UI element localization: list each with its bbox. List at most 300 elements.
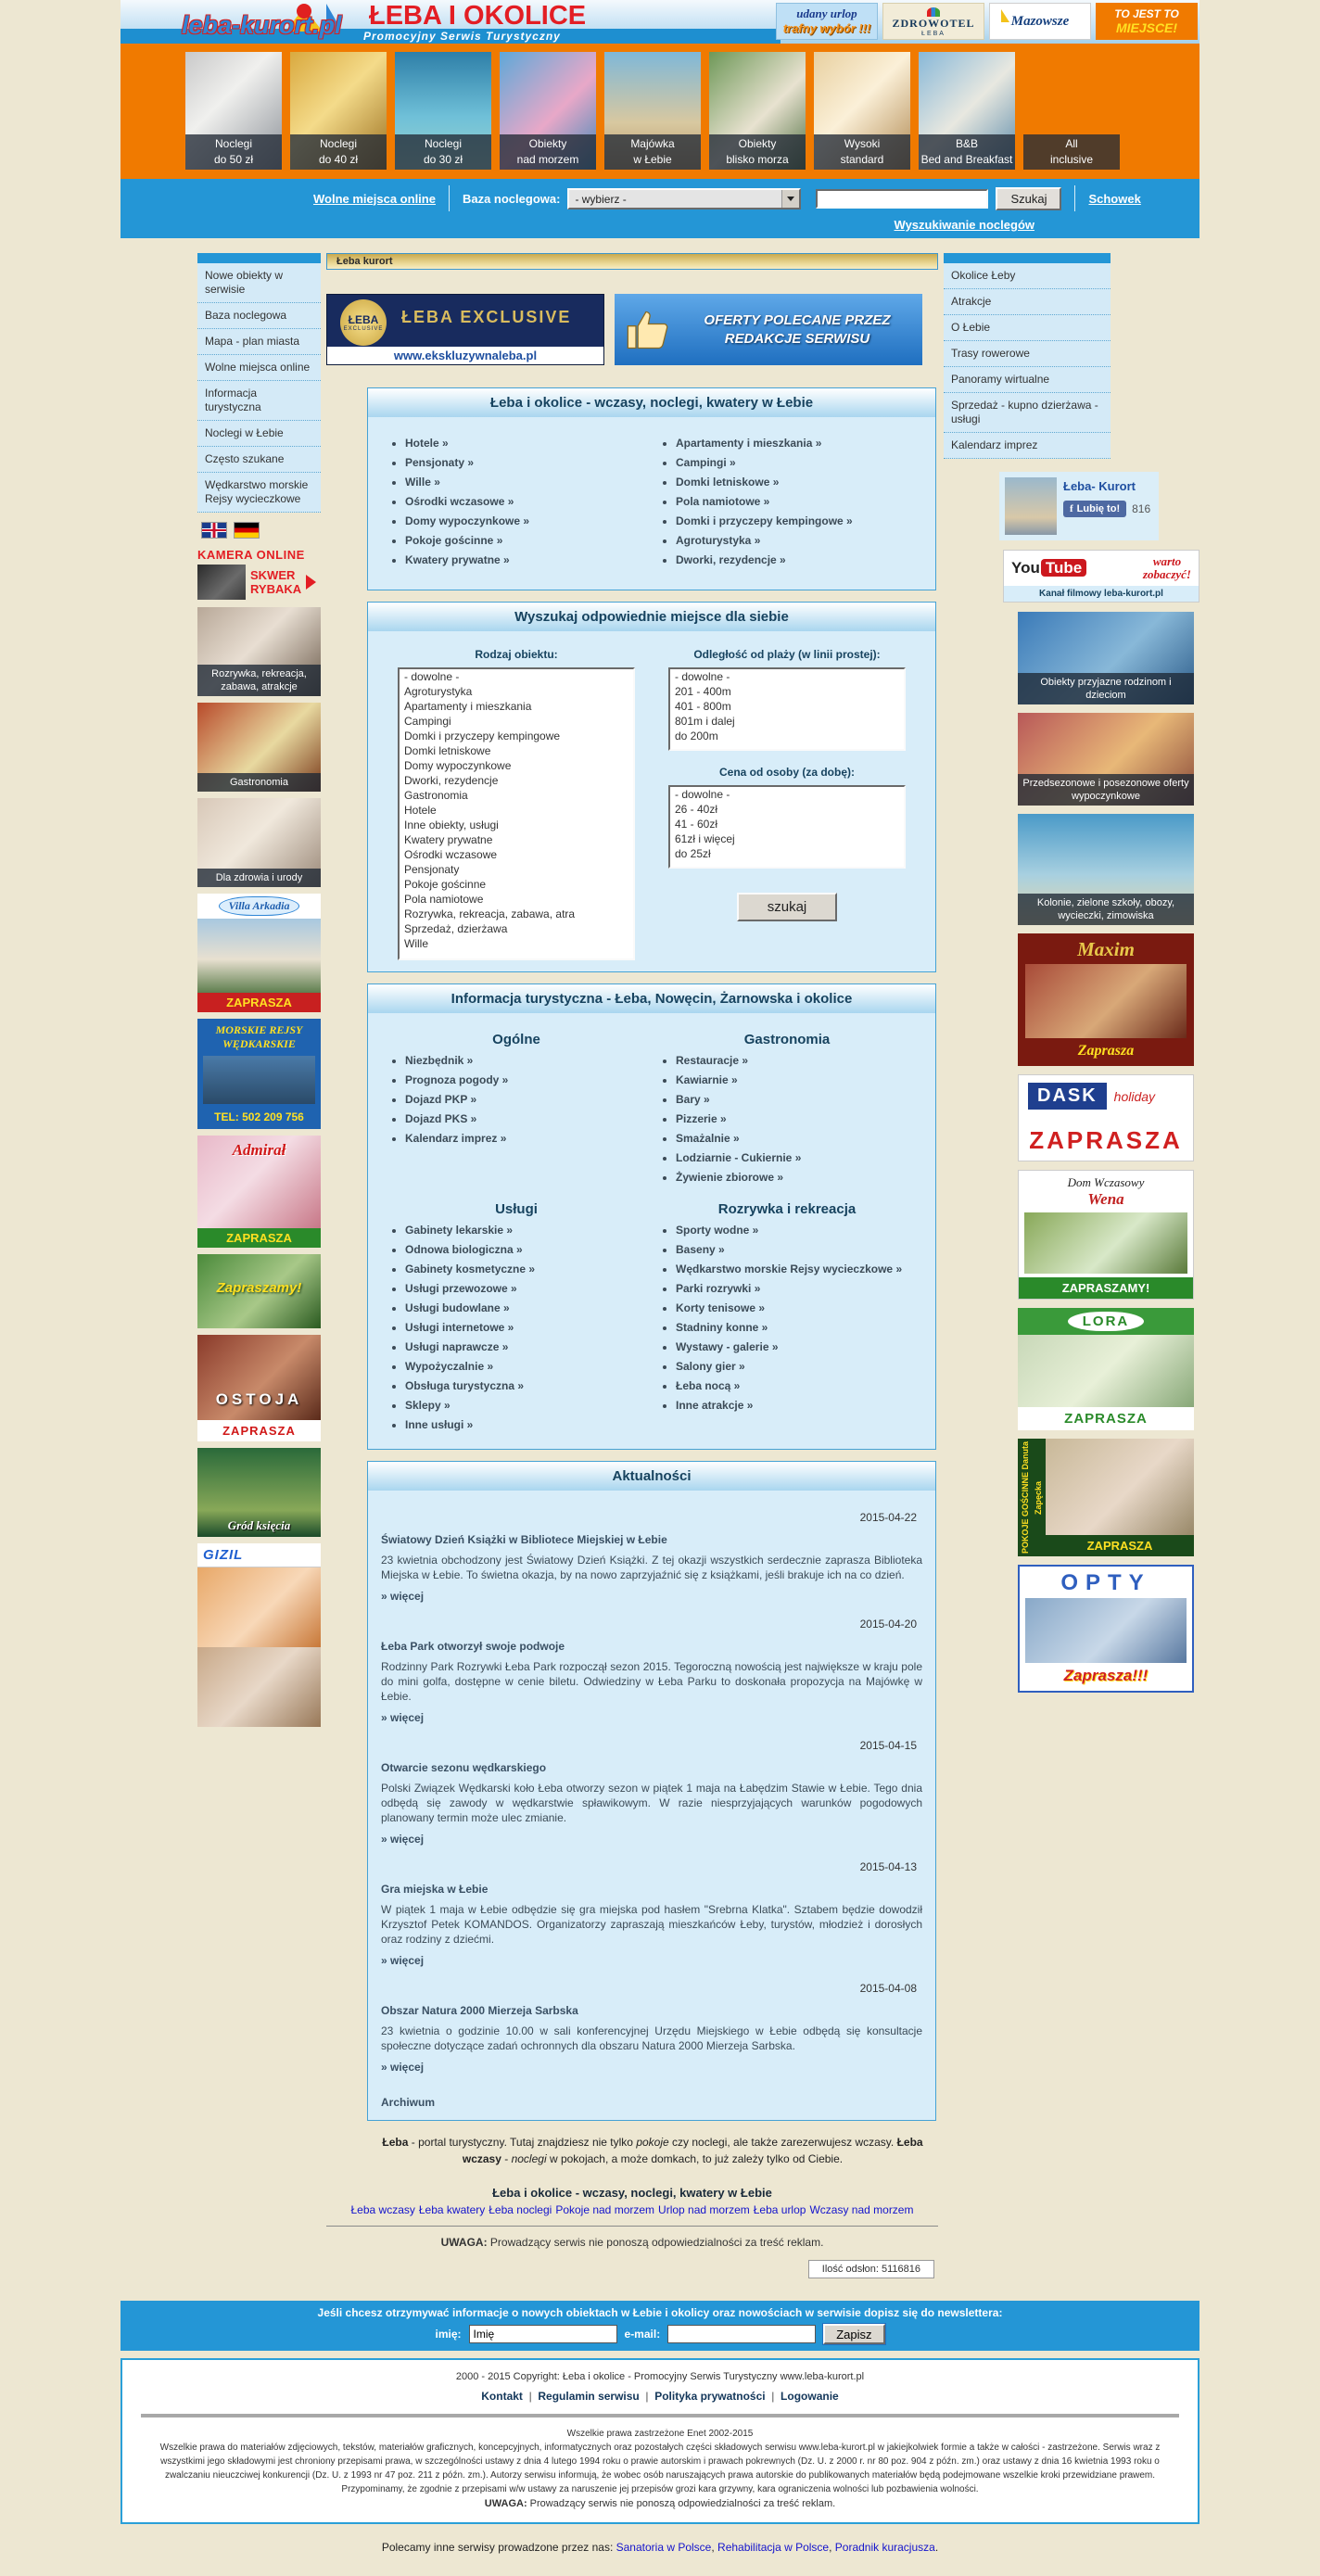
header-banners	[776, 3, 1198, 40]
ad-pokoje-goscinne[interactable]	[1018, 1439, 1194, 1556]
list-item	[405, 1321, 652, 1334]
ad-opty[interactable]	[1018, 1565, 1194, 1693]
accommodation-select[interactable]	[567, 188, 801, 209]
box-title: Aktualności	[368, 1462, 935, 1491]
left-menu-item[interactable]: Baza noclegowa	[197, 303, 321, 329]
listbox-option[interactable]: Sprzedaż, dzierżawa	[404, 922, 508, 935]
list-item	[405, 1282, 652, 1295]
info-link[interactable]: Obsługa turystyczna »	[405, 1379, 525, 1392]
email-field[interactable]	[667, 2325, 816, 2343]
ad-cta: Zaprasza	[1077, 1043, 1135, 1059]
list-item	[405, 1360, 652, 1373]
tile-label-line1: Noclegi	[214, 137, 253, 150]
info-link[interactable]: Salony gier »	[676, 1360, 745, 1373]
tile-label	[185, 134, 282, 170]
listbox-option[interactable]: Agroturystyka	[404, 685, 473, 698]
news-title[interactable]: Otwarcie sezonu wędkarskiego	[381, 1761, 547, 1774]
right-menu-item[interactable]: Trasy rowerowe	[944, 341, 1111, 367]
seo-link[interactable]: Łeba kwatery	[418, 2203, 486, 2216]
content-column	[326, 253, 938, 2278]
ad-villa-arkadia[interactable]	[197, 894, 321, 1012]
list-item	[405, 1263, 652, 1275]
youtube-cta: warto	[1152, 554, 1182, 568]
ad-zdrowie-uroda[interactable]	[197, 798, 321, 887]
clipboard-link[interactable]: Schowek	[1088, 191, 1141, 206]
left-menu-item[interactable]: Informacja turystyczna	[197, 381, 321, 421]
ad-text: OFERTY POLECANE PRZEZ	[704, 311, 891, 328]
right-menu-item[interactable]: Okolice Łeby	[944, 263, 1111, 289]
menu-header-bar	[944, 253, 1111, 263]
tile-label	[290, 134, 387, 170]
listbox-option[interactable]: do 25zł	[675, 847, 711, 860]
category-link[interactable]: Domki i przyczepy kempingowe »	[676, 514, 853, 527]
ad-obiekty-rodzinne[interactable]	[1018, 612, 1194, 704]
divider	[1074, 185, 1075, 211]
ad-banner-to-jest-to[interactable]	[1096, 3, 1198, 40]
webcam-widget[interactable]	[197, 544, 321, 607]
news-item	[381, 1511, 922, 1605]
tile-label-line1: Obiekty	[738, 137, 777, 150]
listbox-option[interactable]: Kwatery prywatne	[404, 833, 493, 846]
listbox-option[interactable]: 201 - 400m	[675, 685, 731, 698]
category-link[interactable]: Hotele »	[405, 437, 449, 450]
left-menu-item[interactable]: Wędkarstwo morskie Rejsy wycieczkowe	[197, 473, 321, 513]
listbox-option[interactable]: - dowolne -	[675, 788, 730, 801]
right-menu-item[interactable]: O Łebie	[944, 315, 1111, 341]
ad-banner-leba-exclusive[interactable]	[326, 294, 604, 365]
left-menu-item[interactable]: Noclegi w Łebie	[197, 421, 321, 447]
seo-text: pokoje	[636, 2136, 669, 2149]
ad-cta: ZAPRASZA	[197, 1228, 321, 1248]
distance-label: Odległość od plaży (w linii prostej):	[693, 648, 881, 661]
ad-text: TO JEST TO	[1114, 7, 1179, 20]
right-menu-item[interactable]: Panoramy wirtualne	[944, 367, 1111, 393]
free-places-link[interactable]: Wolne miejsca online	[313, 191, 436, 206]
info-link[interactable]: Parki rozrywki »	[676, 1282, 761, 1295]
tile-label-line1: Wysoki	[844, 137, 881, 150]
list-item	[405, 1224, 652, 1237]
category-link[interactable]: Pokoje gościnne »	[405, 534, 503, 547]
news-more-link[interactable]: » więcej	[381, 1833, 425, 1846]
right-menu-item[interactable]: Sprzedaż - kupno dzierżawa - usługi	[944, 393, 1111, 433]
category-link[interactable]: Wille »	[405, 476, 440, 489]
footer	[121, 2358, 1199, 2524]
seo-link[interactable]: Wczasy nad morzem	[809, 2203, 914, 2216]
info-link[interactable]: Bary »	[676, 1093, 710, 1106]
nav-tile[interactable]	[814, 52, 910, 170]
youtube-logo-icon	[1011, 559, 1086, 577]
news-more-link[interactable]: » więcej	[381, 1590, 425, 1603]
name-field[interactable]	[469, 2325, 617, 2343]
info-link[interactable]: Sklepy »	[405, 1399, 451, 1412]
ad-cta: Zaprasza!!!	[1063, 1667, 1149, 1684]
listbox-option[interactable]: Pensjonaty	[404, 863, 460, 876]
ad-text: ŁEBA	[921, 31, 946, 37]
ad-gizil[interactable]	[197, 1543, 321, 1727]
footer-link[interactable]: Polityka prywatności |	[654, 2390, 781, 2403]
info-link[interactable]: Usługi przewozowe »	[405, 1282, 517, 1295]
ad-cta: ZAPRASZAMY!	[1019, 1277, 1193, 1299]
ad-logo-text: Wena	[1087, 1190, 1124, 1208]
ad-cta: ZAPRASZA	[197, 1420, 321, 1441]
news-title[interactable]: Obszar Natura 2000 Mierzeja Sarbska	[381, 2004, 578, 2017]
tile-label-line1: B&B	[955, 137, 978, 150]
ad-photo	[1025, 1598, 1187, 1663]
listbox-option[interactable]: Gastronomia	[404, 789, 468, 802]
listbox-option[interactable]: 41 - 60zł	[675, 818, 718, 831]
ad-text: holiday	[1113, 1089, 1156, 1104]
ad-text: ŁEBA	[348, 313, 379, 326]
news-body: 23 kwietnia o godzinie 10.00 w sali konferencyjnej Urzędu Miejskiego w Łebie odbędą się konsultacje społeczne dotyczące zadań ochronnych dla obszaru Natura 2000 Mierzeja Sarbska.	[381, 2024, 922, 2052]
ad-admiral[interactable]	[197, 1136, 321, 1248]
listbox-option[interactable]: Pokoje gościnne	[404, 878, 487, 891]
list-item	[676, 1073, 922, 1086]
footer-link[interactable]: Logowanie	[781, 2390, 839, 2403]
listbox-option[interactable]: 401 - 800m	[675, 700, 731, 713]
listbox-option[interactable]: do 200m	[675, 730, 718, 742]
footer-link[interactable]: Regulamin serwisu |	[538, 2390, 654, 2403]
ad-text: WĘDKARSKIE	[222, 1037, 296, 1050]
category-list-left	[381, 430, 652, 573]
list-item	[676, 456, 922, 469]
info-link[interactable]: Inne usługi »	[405, 1418, 474, 1431]
seo-link[interactable]: Łeba wczasy	[350, 2203, 415, 2216]
info-link[interactable]: Korty tenisowe »	[676, 1301, 766, 1314]
info-link[interactable]: Wypożyczalnie »	[405, 1360, 494, 1373]
footer-disclaimer	[141, 2498, 1179, 2509]
ad-logo-text: Villa Arkadia	[219, 896, 300, 916]
ad-gastronomia[interactable]	[197, 703, 321, 792]
nav-tile[interactable]	[185, 52, 282, 170]
tile-label	[604, 134, 701, 170]
search-input[interactable]	[816, 189, 988, 209]
listbox-option[interactable]: Inne obiekty, usługi	[404, 818, 499, 831]
seo-link[interactable]: Pokoje nad morzem	[555, 2203, 655, 2216]
ad-text: MORSKIE REJSY	[215, 1023, 303, 1036]
tile-label-line2: nad morzem	[516, 153, 579, 166]
tile-label-line2: standard	[840, 153, 884, 166]
listbox-option[interactable]: - dowolne -	[404, 670, 460, 683]
finder-box	[367, 602, 936, 972]
email-label: e-mail:	[624, 2328, 661, 2341]
ad-oferty-wypoczynkowe[interactable]	[1018, 713, 1194, 806]
seo-link[interactable]: Łeba noclegi	[489, 2203, 552, 2216]
category-link[interactable]: Pola namiotowe »	[676, 495, 770, 508]
info-link[interactable]: Kawiarnie »	[676, 1073, 738, 1086]
ad-morskie-rejsy[interactable]	[197, 1019, 321, 1129]
price-label: Cena od osoby (za dobę):	[718, 766, 855, 779]
info-link[interactable]: Restauracje »	[676, 1054, 749, 1067]
ad-banner-zdrowotel[interactable]	[882, 3, 984, 40]
news-body: 23 kwietnia obchodzony jest Światowy Dzień Książki. Z tej okazji wszystkich serdecznie zaprasza Biblioteka Miejska w Łebie. To świetna okazja, by na nowo zaprzyjaźnić się z książkami, jeśli brakuje ich na co dzień.	[381, 1554, 922, 1581]
thumb-up-icon	[624, 306, 672, 354]
ad-logo-text: OSTOJA	[215, 1390, 303, 1408]
listbox-option[interactable]: Domki letniskowe	[404, 744, 491, 757]
news-title[interactable]: Łeba Park otworzył swoje podwoje	[381, 1640, 565, 1653]
ad-text: ZDROWOTEL	[892, 17, 975, 30]
chevron-down-icon[interactable]	[781, 190, 799, 208]
news-more-link[interactable]: » więcej	[381, 1954, 425, 1967]
news-archive-link[interactable]: Archiwum	[381, 2096, 436, 2109]
ad-logo-text: OPTY	[1060, 1570, 1151, 1595]
list-item	[676, 495, 922, 508]
left-menu-item[interactable]: Nowe obiekty w serwisie	[197, 263, 321, 303]
listbox-option[interactable]: Domy wypoczynkowe	[404, 759, 512, 772]
info-link[interactable]: Usługi budowlane »	[405, 1301, 510, 1314]
info-link[interactable]: Inne atrakcje »	[676, 1399, 754, 1412]
info-link[interactable]: Wystawy - galerie »	[676, 1340, 779, 1353]
listbox-option[interactable]: Rozrywka, rekreacja, zabawa, atra	[404, 907, 576, 920]
section-heading: Gastronomia	[743, 1032, 831, 1047]
search-button[interactable]: Szukaj	[996, 187, 1061, 210]
tile-label	[919, 134, 1015, 170]
info-section-ogolne	[381, 1021, 652, 1190]
type-listbox[interactable]	[398, 667, 635, 960]
ad-logo-text: Maxim	[1077, 938, 1135, 960]
ad-maxim[interactable]	[1018, 933, 1194, 1066]
breadcrumb: Łeba kurort	[326, 253, 938, 270]
ad-banner-mazowsze[interactable]	[989, 3, 1091, 40]
category-link[interactable]: Pensjonaty »	[405, 456, 475, 469]
webcam-location-line1: SKWER	[250, 568, 296, 582]
seo-link[interactable]: Łeba urlop	[753, 2203, 806, 2216]
ad-rozrywka[interactable]	[197, 607, 321, 696]
listbox-option[interactable]: Campingi	[404, 715, 451, 728]
list-item	[405, 495, 652, 508]
header	[121, 0, 1199, 44]
news-item	[381, 1982, 922, 2075]
distance-listbox[interactable]	[668, 667, 906, 751]
partner-link-rehabilitacja[interactable]: Rehabilitacja w Polsce ,	[717, 2541, 835, 2554]
partner-link-sanatoria[interactable]: Sanatoria w Polsce ,	[616, 2541, 717, 2554]
ad-text: Danuta Zapęcka	[1021, 1440, 1043, 1515]
category-link[interactable]: Apartamenty i mieszkania »	[676, 437, 822, 450]
info-link[interactable]: Łeba nocą »	[676, 1379, 741, 1392]
info-link[interactable]: Usługi naprawcze »	[405, 1340, 509, 1353]
list-item	[676, 1321, 922, 1334]
list-item	[676, 514, 922, 527]
list-item	[676, 1112, 922, 1125]
accommodation-search-link[interactable]: Wyszukiwanie noclegów	[894, 218, 1034, 232]
ad-cta: ZAPRASZA	[197, 993, 321, 1012]
ad-zapraszamy[interactable]	[197, 1254, 321, 1328]
seo-text: noclegi	[511, 2152, 547, 2165]
ad-cta: ZAPRASZA	[1086, 1539, 1153, 1553]
newsletter-text: Jeśli chcesz otrzymywać informacje o nowych obiektach w Łebie i okolicy oraz nowościach w serwisie dopisz się do newslettera:	[317, 2306, 1003, 2319]
nav-tile[interactable]	[290, 52, 387, 170]
ad-cta: Zapraszamy!	[216, 1280, 302, 1296]
facebook-page-name[interactable]: Łeba- Kurort	[1063, 479, 1136, 493]
info-link[interactable]: Gabinety lekarskie »	[405, 1224, 514, 1237]
bottom-heading: Łeba i okolice - wczasy, noclegi, kwatery w Łebie	[492, 2186, 772, 2200]
news-more-link[interactable]: » więcej	[381, 1711, 425, 1724]
info-link[interactable]: Lodziarnie - Cukiernie »	[676, 1151, 802, 1164]
finder-search-button[interactable]: szukaj	[737, 893, 837, 921]
info-link[interactable]: Sporty wodne »	[676, 1224, 759, 1237]
listbox-option[interactable]: 801m i dalej	[675, 715, 735, 728]
disclaimer-text: Prowadzący serwis nie ponoszą odpowiedzialności za treść reklam.	[527, 2498, 836, 2509]
tile-label-line2: blisko morza	[726, 153, 789, 166]
ad-phone: TEL: 502 209 756	[214, 1110, 304, 1123]
site-logo[interactable]: leba-kurort.pl	[182, 11, 342, 39]
list-item	[405, 1132, 652, 1145]
nav-tile[interactable]	[1023, 52, 1120, 170]
category-link[interactable]: Campingi »	[676, 456, 736, 469]
box-title: Wyszukaj odpowiednie miejsce dla siebie	[368, 603, 935, 631]
list-item	[676, 1243, 922, 1256]
nav-tile[interactable]	[709, 52, 806, 170]
info-section-rozrywka	[652, 1190, 922, 1438]
webcam-location-line2: RYBAKA	[250, 582, 302, 596]
list-item	[405, 514, 652, 527]
nav-tile[interactable]	[395, 52, 491, 170]
category-link[interactable]: Ośrodki wczasowe »	[405, 495, 514, 508]
name-label: imię:	[435, 2328, 462, 2341]
footer-link[interactable]: Kontakt |	[481, 2390, 538, 2403]
facebook-like-button[interactable]	[1063, 501, 1126, 517]
nav-tile[interactable]	[604, 52, 701, 170]
list-item	[405, 1112, 652, 1125]
ad-banner-udany-urlop[interactable]	[776, 3, 878, 40]
ad-kolonie[interactable]	[1018, 814, 1194, 925]
divider	[141, 2414, 1179, 2417]
webcam-location	[250, 568, 301, 596]
disclaimer-bold: UWAGA:	[440, 2236, 488, 2249]
list-item	[405, 1340, 652, 1353]
news-item	[381, 1739, 922, 1847]
category-link[interactable]: Agroturystyka »	[676, 534, 761, 547]
listbox-option[interactable]: 61zł i więcej	[675, 832, 735, 845]
ad-dask-holiday[interactable]	[1018, 1074, 1194, 1161]
listbox-option[interactable]: 26 - 40zł	[675, 803, 718, 816]
divider	[449, 185, 450, 211]
listbox-option[interactable]: Wille	[404, 937, 428, 950]
list-item	[676, 534, 922, 547]
ad-dom-wczasowy-wena[interactable]	[1018, 1170, 1194, 1300]
info-link[interactable]: Żywienie zbiorowe »	[676, 1171, 784, 1184]
listbox-option[interactable]: Dworki, rezydencje	[404, 774, 499, 787]
info-link[interactable]: Gabinety kosmetyczne »	[405, 1263, 536, 1275]
news-more-link[interactable]: » więcej	[381, 2061, 425, 2074]
type-label: Rodzaj obiektu:	[475, 648, 558, 661]
listbox-option[interactable]: Domki i przyczepy kempingowe	[404, 730, 561, 742]
promo-banners	[326, 294, 938, 365]
left-menu-item[interactable]: Wolne miejsca online	[197, 355, 321, 381]
list-item	[676, 437, 922, 450]
newsletter-submit-button[interactable]: Zapisz	[823, 2324, 884, 2344]
partner-sites	[121, 2524, 1199, 2576]
right-menu-item[interactable]: Atrakcje	[944, 289, 1111, 315]
youtube-widget[interactable]	[1003, 550, 1199, 603]
info-link[interactable]: Kalendarz imprez »	[405, 1132, 507, 1145]
main-area	[121, 238, 1199, 2288]
info-link[interactable]: Dojazd PKP »	[405, 1093, 477, 1106]
tile-label	[500, 134, 596, 170]
info-link[interactable]: Odnowa biologiczna »	[405, 1243, 523, 1256]
tile-label-line2: inclusive	[1049, 153, 1094, 166]
nav-tile[interactable]	[500, 52, 596, 170]
tile-label-line1: Noclegi	[319, 137, 358, 150]
left-sidebar	[197, 253, 321, 1733]
category-list-right	[652, 430, 922, 573]
tile-label-line2: do 40 zł	[318, 153, 359, 166]
tile-label-line2: Bed and Breakfast	[920, 153, 1013, 166]
ad-cta: ZAPRASZA	[1029, 1126, 1183, 1154]
tile-nav-strip	[121, 44, 1199, 179]
listbox-option[interactable]: Pola namiotowe	[404, 893, 484, 906]
left-menu-item[interactable]: Mapa - plan miasta	[197, 329, 321, 355]
list-item	[405, 1054, 652, 1067]
listbox-option[interactable]: Hotele	[404, 804, 437, 817]
category-link[interactable]: Dworki, rezydencje »	[676, 553, 786, 566]
info-link[interactable]: Pizzerie »	[676, 1112, 727, 1125]
list-item	[405, 553, 652, 566]
left-menu-item[interactable]: Często szukane	[197, 447, 321, 473]
list-item	[676, 1224, 922, 1237]
listbox-option[interactable]: - dowolne -	[675, 670, 730, 683]
info-link[interactable]: Baseny »	[676, 1243, 725, 1256]
ad-ostoja[interactable]	[197, 1335, 321, 1441]
list-item	[676, 476, 922, 489]
sail-icon	[1001, 9, 1009, 22]
partner-prefix: Polecamy inne serwisy prowadzone przez nas:	[381, 2541, 616, 2554]
nav-tile[interactable]	[919, 52, 1015, 170]
info-link[interactable]: Smażalnie »	[676, 1132, 740, 1145]
right-menu-item[interactable]: Kalendarz imprez	[944, 433, 1111, 459]
facebook-like-count: 816	[1132, 502, 1151, 515]
category-link[interactable]: Kwatery prywatne »	[405, 553, 510, 566]
news-title[interactable]: Światowy Dzień Książki w Bibliotece Miejskiej w Łebie	[381, 1533, 667, 1546]
ad-lora[interactable]	[1018, 1308, 1194, 1430]
de-flag-icon[interactable]	[234, 522, 260, 539]
info-link[interactable]: Wędkarstwo morskie Rejsy wycieczkowe »	[676, 1263, 903, 1275]
listbox-option[interactable]: Ośrodki wczasowe	[404, 848, 498, 861]
listbox-option[interactable]: Apartamenty i mieszkania	[404, 700, 532, 713]
info-link[interactable]: Dojazd PKS »	[405, 1112, 477, 1125]
ad-logo-text: GIZIL	[197, 1543, 321, 1567]
info-link[interactable]: Niezbędnik »	[405, 1054, 474, 1067]
tile-label	[1023, 134, 1120, 170]
ad-photo	[1018, 1335, 1194, 1407]
uk-flag-icon[interactable]	[201, 522, 227, 539]
ad-grod-ksiecia[interactable]	[197, 1448, 321, 1537]
ad-text: ŁEBA EXCLUSIVE	[401, 308, 572, 326]
list-item	[676, 1360, 922, 1373]
seo-link[interactable]: Urlop nad morzem	[658, 2203, 750, 2216]
ad-banner-oferty-polecane[interactable]	[615, 294, 922, 365]
list-item	[676, 1263, 922, 1275]
info-link[interactable]: Usługi internetowe »	[405, 1321, 514, 1334]
accommodation-select-value: - wybierz -	[575, 192, 627, 206]
news-date: 2015-04-15	[859, 1739, 917, 1752]
category-link[interactable]: Domki letniskowe »	[676, 476, 780, 489]
list-item	[676, 1171, 922, 1184]
tile-label	[709, 134, 806, 170]
info-link[interactable]: Prognoza pogody »	[405, 1073, 509, 1086]
news-item	[381, 1860, 922, 1969]
tile-nav	[185, 52, 1199, 170]
news-title[interactable]: Gra miejska w Łebie	[381, 1883, 489, 1896]
category-link[interactable]: Domy wypoczynkowe »	[405, 514, 530, 527]
info-link[interactable]: Stadniny konne »	[676, 1321, 768, 1334]
ad-photo	[203, 1056, 315, 1104]
news-date: 2015-04-20	[859, 1618, 917, 1631]
price-listbox[interactable]	[668, 785, 906, 869]
info-section-gastronomia	[652, 1021, 922, 1190]
partner-link-poradnik[interactable]: Poradnik kuracjusza .	[835, 2541, 938, 2554]
search-bar	[121, 179, 1199, 238]
divider	[326, 2226, 938, 2227]
